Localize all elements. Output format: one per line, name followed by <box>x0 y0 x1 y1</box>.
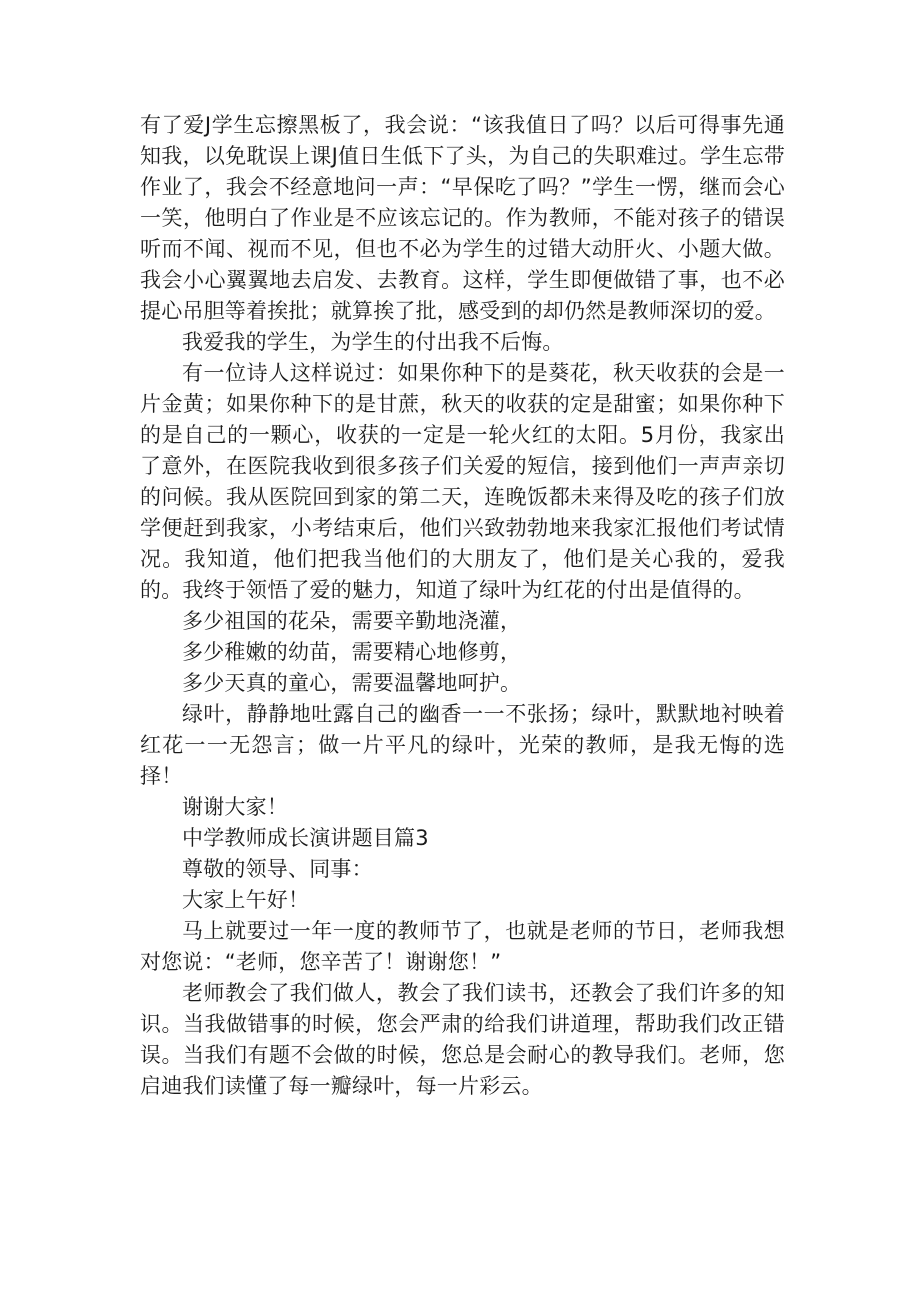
greeting: 大家上午好！ <box>182 888 310 912</box>
poem-line-1: 多少祖国的花朵，需要辛勤地浇灌， <box>182 609 522 633</box>
salutation: 尊敬的领导、同事： <box>182 857 373 881</box>
paragraph-3: 有一位诗人这样说过：如果你种下的是葵花，秋天收获的会是一片金黄；如果你种下的是甘蔗，秋天的收获的定是甜蜜；如果你种下的是自己的一颗心，收获的一定是一轮火红的太阳。5月份，我家出了意外，在医院我收到很多孩子们关爱的短信，接到他们一声声亲切的问候。我从医院回到家的第二天，连晚饭都未来得及吃的孩子们放学便赶到我家，小考结束后，他们兴致勃勃地来我家汇报他们考试情况。我知道，他们把我当他们的大朋友了，他们是关心我的，爱我的。我终于领悟了爱的魅力，知道了绿叶为红花的付出是值得的。 <box>140 361 785 602</box>
document-body <box>140 110 785 1102</box>
paragraph-2: 我爱我的学生，为学生的付出我不后悔。 <box>182 330 564 354</box>
paragraph-1: 有了爱J学生忘擦黑板了，我会说：“该我值日了吗？以后可得事先通知我，以免耽误上课J值日生低下了头，为自己的失职难过。学生忘带作业了，我会不经意地问一声：“早保吃了吗？”学生一愣，继而会心一笑，他明白了作业是不应该忘记的。作为教师，不能对孩子的错误听而不闻、视而不见，但也不必为学生的过错大动肝火、小题大做。我会小心翼翼地去启发、去教育。这样，学生即便做错了事，也不必提心吊胆等着挨批；就算挨了批，感受到的却仍然是教师深切的爱。 <box>140 113 785 323</box>
section-heading: 中学教师成长演讲题目篇3 <box>182 826 429 850</box>
poem-line-2: 多少稚嫩的幼苗，需要精心地修剪， <box>182 640 522 664</box>
paragraph-teachers-day: 马上就要过一年一度的教师节了，也就是老师的节日，老师我想对您说：“老师，您辛苦了！谢谢您！” <box>140 919 785 974</box>
paragraph-teacher-taught: 老师教会了我们做人，教会了我们读书，还教会了我们许多的知识。当我做错事的时候，您会严肃的给我们讲道理，帮助我们改正错误。当我们有题不会做的时候，您总是会耐心的教导我们。老师，您启迪我们读懂了每一瓣绿叶，每一片彩云。 <box>140 981 785 1098</box>
thanks-line: 谢谢大家！ <box>182 795 288 819</box>
paragraph-green-leaf: 绿叶，静静地吐露自己的幽香一一不张扬；绿叶，默默地衬映着红花一一无怨言；做一片平凡的绿叶，光荣的教师，是我无悔的选择！ <box>140 702 785 788</box>
poem-line-3: 多少天真的童心，需要温馨地呵护。 <box>182 671 522 695</box>
